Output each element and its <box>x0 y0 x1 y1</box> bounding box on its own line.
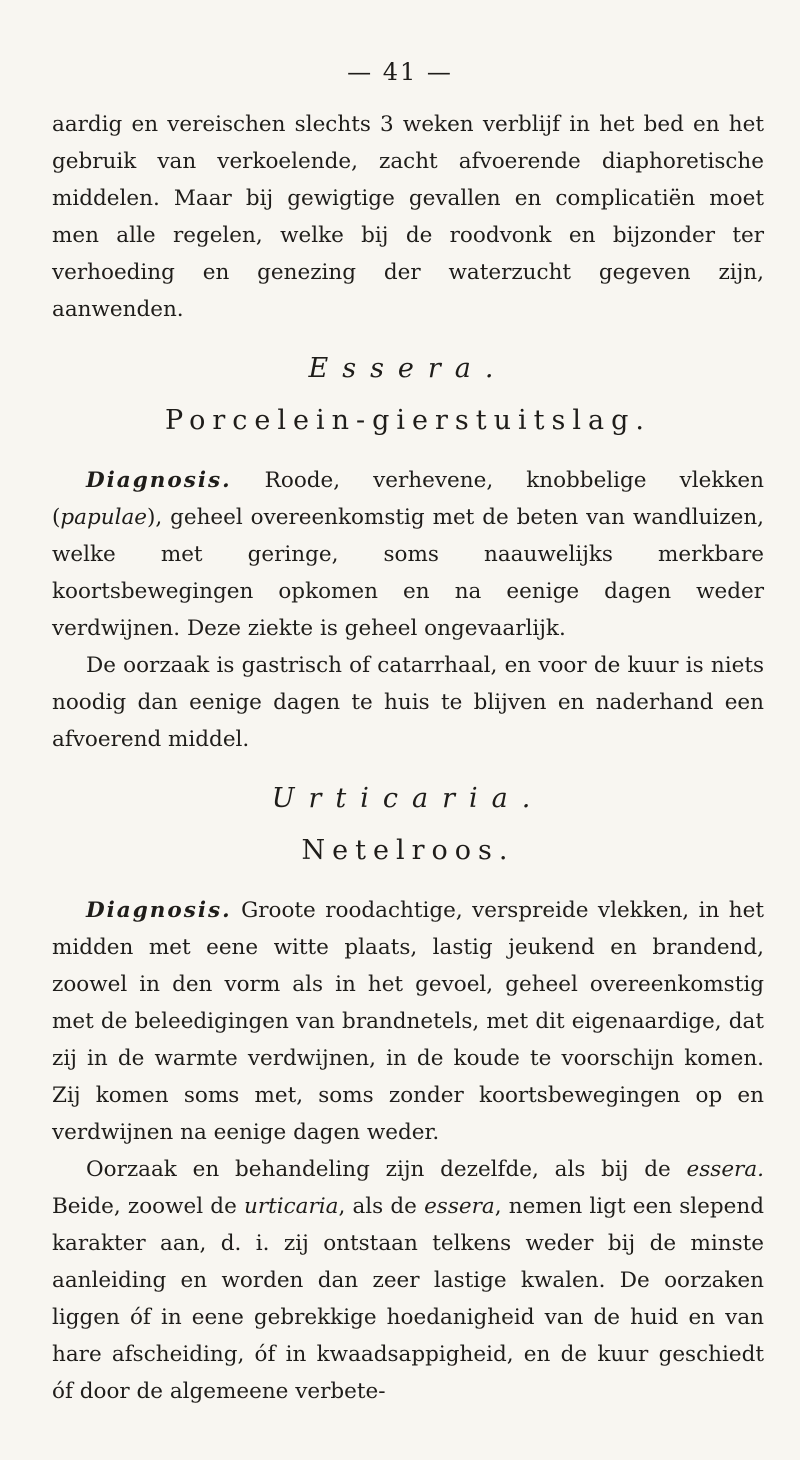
section-subtitle-porcelein: Porcelein-gierstuitslag. <box>165 405 651 436</box>
section-subtitle-netelroos: Netelroos. <box>301 835 515 866</box>
treatment-text: Beide, zoowel de <box>52 1194 244 1219</box>
paragraph-cause-essera: De oorzaak is gastrisch of catarrhaal, en voor de kuur is niets noodig dan eenige dagen te huis te blijven en naderhand een afvoerend middel. <box>52 653 764 752</box>
italic-term: urticaria <box>243 1194 339 1219</box>
italic-term: essera. <box>686 1157 764 1182</box>
page-number: — 41 — <box>347 58 453 86</box>
treatment-text: , nemen ligt een slepend karakter aan, d. i. zij ontstaan telkens weder bij de minste aanleiding en worden dan zeer lastige kwalen. De oorzaken liggen óf in eene gebrekkige hoedanigheid van de huid en van hare afscheiding, óf in kwaadsappigheid, en de kuur geschiedt óf door de algemeene verbete- <box>52 1194 764 1404</box>
diagnosis-label: Diagnosis. <box>86 898 232 923</box>
paragraph-diagnosis-urticaria <box>52 892 764 1151</box>
diagnosis-label: Diagnosis. <box>86 468 232 493</box>
treatment-text: , als de <box>338 1194 425 1219</box>
diagnosis-text: ), geheel overeenkomstig met de beten van wandluizen, welke met geringe, soms naauwelijks merkbare koortsbewegingen opkomen en na eenige dagen weder verdwijnen. Deze ziekte is geheel ongevaarlijk. <box>52 505 764 641</box>
diagnosis-text: Roode, verhevene, knobbelige vlekken ( <box>52 468 764 530</box>
paragraph-continuation: aardig en vereischen slechts 3 weken verblijf in het bed en het gebruik van verkoelende, zacht afvoerende diaphoretische middelen. Maar bij gewigtige gevallen en complicatiën moet men alle regelen, welke bij de roodvonk en bijzonder ter verhoeding en genezing der waterzucht gegeven zijn, aanwenden. <box>52 112 764 322</box>
italic-term: essera <box>424 1194 495 1219</box>
page-body <box>52 106 764 1410</box>
italic-term: papulae <box>60 505 147 530</box>
section-title-urticaria: Urticaria. <box>271 783 545 814</box>
paragraph-diagnosis-essera <box>52 462 764 647</box>
diagnosis-text: Groote roodachtige, verspreide vlekken, in het midden met eene witte plaats, lastig jeukend en brandend, zoowel in den vorm als in het gevoel, geheel overeenkomstig met de beleedigingen van brandnetels, met dit eigenaardige, dat zij in de warmte verdwijnen, in de koude te voorschijn komen. Zij komen soms met, soms zonder koortsbewegingen op en verdwijnen na eenige dagen weder. <box>52 898 764 1145</box>
section-title-essera: Essera. <box>308 353 508 384</box>
paragraph-treatment <box>52 1151 764 1410</box>
treatment-text: Oorzaak en behandeling zijn dezelfde, als bij de <box>86 1157 687 1182</box>
